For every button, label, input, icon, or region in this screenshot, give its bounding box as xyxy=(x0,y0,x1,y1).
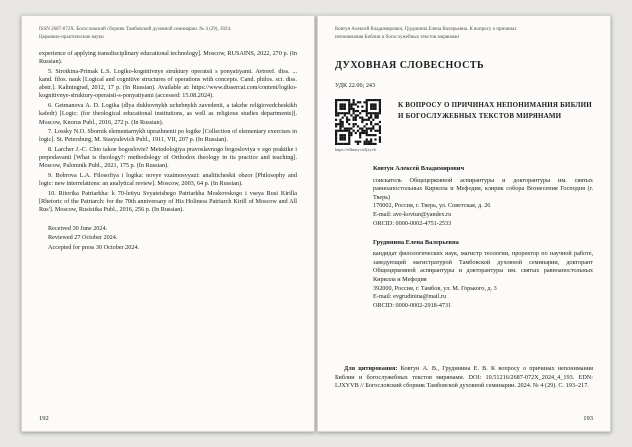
page-right xyxy=(317,15,611,432)
author-address: 170002, Россия, г. Тверь, ул. Советская, д. 26 xyxy=(373,202,491,210)
running-head-line: ISSN 2687-072X. Богословский сборник Тамбовской духовной семинарии. № 4 (29), 2024. xyxy=(39,27,232,32)
author-orcid: ORCID: 0000-0002-2918-4731 xyxy=(373,301,452,309)
author-block xyxy=(373,239,593,310)
running-head-line: Церковно-практические науки xyxy=(39,34,104,40)
reference-item: experience of applying transdisciplinary educational technology]. Moscow, RUSAINS, 2022, 270 p. (In Russian). xyxy=(39,50,297,66)
page-number-left: 192 xyxy=(39,415,49,422)
citation-text: Ковтун А. В., Грудинина Е. В. К вопросу о причинах непонимания Библии и богослужебных текстов мирянами. DOI: 10.51216/2687-072X_2024_4_193. EDN: LJXYVB // Богословский сборник Тамбовской духовной семинарии. 2024. № 4 (29). С. 193–217. xyxy=(335,365,593,390)
citation-note xyxy=(335,365,593,391)
author-orcid: ORCID: 0000-0002-4751-2533 xyxy=(373,219,452,227)
reference-item: 7. Lossky N.O. Sbornik elementarnykh uprazhnenii po logike [Collection of elementary exercises in logic]. St. Petersburg, M. Stasyulevich Publ., 1911, VII, 207 p. (In Russian). xyxy=(39,128,297,144)
running-head-line: непонимания Библии и богослужебных текстов мирянами xyxy=(335,34,459,40)
reference-item: 5. Sirotkina-Primak L.S. Logiko-kognitivnye struktury operatsii s ponyatiyami. Avtoref. diss. ... kand. filos. nauk [Logical and cognitive structures of operations with concepts. Cand. philos. sci. diss. abstr.]. Kaliningrad, 2012, 17 p. (In Russian). Available at: https://www.dissercat.com/content/logiko-kognitivnye-struktury-operatsii-s-ponyatiyami (accessed: 15.08.2024). xyxy=(39,67,297,100)
reference-item: 10. Ritorika Patriarkha: k 70-letiyu Svyateishego Patriarkha Moskovskogo i vseya Rusi Kirilla [Rhetoric of the Patriarch: for the 70th anniversary of His Holiness Patriarch Kirill of Moscow and All Rus']. Moscow, Rusistika Publ., 2016, 256 p. (In Russian). xyxy=(39,190,297,214)
reference-item: 8. Larcher J.-C. Chto takoe bogoslovie? Metodologiya pravoslavnogo bogosloviya v ego praktike i prepodavanii [What is theology?: methodology of Orthodox theology in its practice and teaching]. Moscow, Palomnik Publ., 2021, 175 p. (In Russian). xyxy=(39,146,297,170)
author-block xyxy=(373,165,593,228)
reference-item: 6. Getmanova A. D. Logika (dlya dukhovnykh uchebnykh zavedenii, a takzhe religiovedcheskikh kafedr) [Logic: (for theological educational institutions, as well as religious studies departments)]. Moscow, Knorus Publ., 2016, 272 p. (In Russian). xyxy=(39,102,297,126)
article-title: К ВОПРОСУ О ПРИЧИНАХ НЕПОНИМАНИЯ БИБЛИИ И БОГОСЛУЖЕБНЫХ ТЕКСТОВ МИРЯНАМИ xyxy=(398,101,592,120)
author-affiliation: соискатель Общецерковной аспирантуры и докторантуры им. святых равноапостольных Кирилла и Мефодия, клирик собора Вознесения Господня (г. Тверь) xyxy=(373,176,593,201)
author-name: Ковтун Алексей Владимирович xyxy=(373,165,465,173)
accepted-date: Accepted for press 30 October 2024. xyxy=(48,243,140,251)
article-history xyxy=(48,224,297,253)
running-head-right xyxy=(335,26,593,41)
author-name: Грудинина Елена Валерьевна xyxy=(373,239,459,247)
section-title: ДУХОВНАЯ СЛОВЕСНОСТЬ xyxy=(335,60,485,71)
author-address: 392000, Россия, г. Тамбов, ул. М. Горького, д. 3 xyxy=(373,284,497,292)
author-email: E-mail: evgrudinina@mail.ru xyxy=(373,293,447,301)
author-email: E-mail: ave-kovtun@yandex.ru xyxy=(373,210,452,218)
author-affiliation: кандидат филологических наук, магистр теологии, проректор по научной работе, заведующий магистратурой Тамбовской духовной семинарии, докторант Общецерковной аспирантуры и докторантуры им. святых равноапостольных Кирилла и Мефодия xyxy=(373,250,593,284)
references-list xyxy=(39,50,297,215)
reference-item: 9. Bobrova L.A. Filosofiya i logika: novye vzaimosvyazi: analiticheskii obzor [Philosophy and logic: new interrelations: an analytical review]. Moscow, 2003, 64 p. (In Russian). xyxy=(39,172,297,188)
journal-spread xyxy=(21,15,611,432)
title-row xyxy=(335,99,593,152)
page-number-right: 193 xyxy=(583,415,593,422)
running-head-left xyxy=(39,26,297,41)
citation-label: Для цитирования: xyxy=(344,365,398,373)
udk-number: УДК 22.06; 243 xyxy=(335,82,376,89)
received-date: Received 30 June 2024. xyxy=(48,224,108,232)
running-head-line: Ковтун Алексей Владимирович, Грудинина Елена Валерьевна. К вопросу о причинах xyxy=(335,27,517,32)
page-left xyxy=(21,15,315,432)
reviewed-date: Reviewed 27 October 2024. xyxy=(48,234,118,242)
qr-code-icon xyxy=(335,99,381,145)
qr-link: https://elibrary.ru/ljxyvb xyxy=(335,147,376,152)
qr-block xyxy=(335,99,385,152)
